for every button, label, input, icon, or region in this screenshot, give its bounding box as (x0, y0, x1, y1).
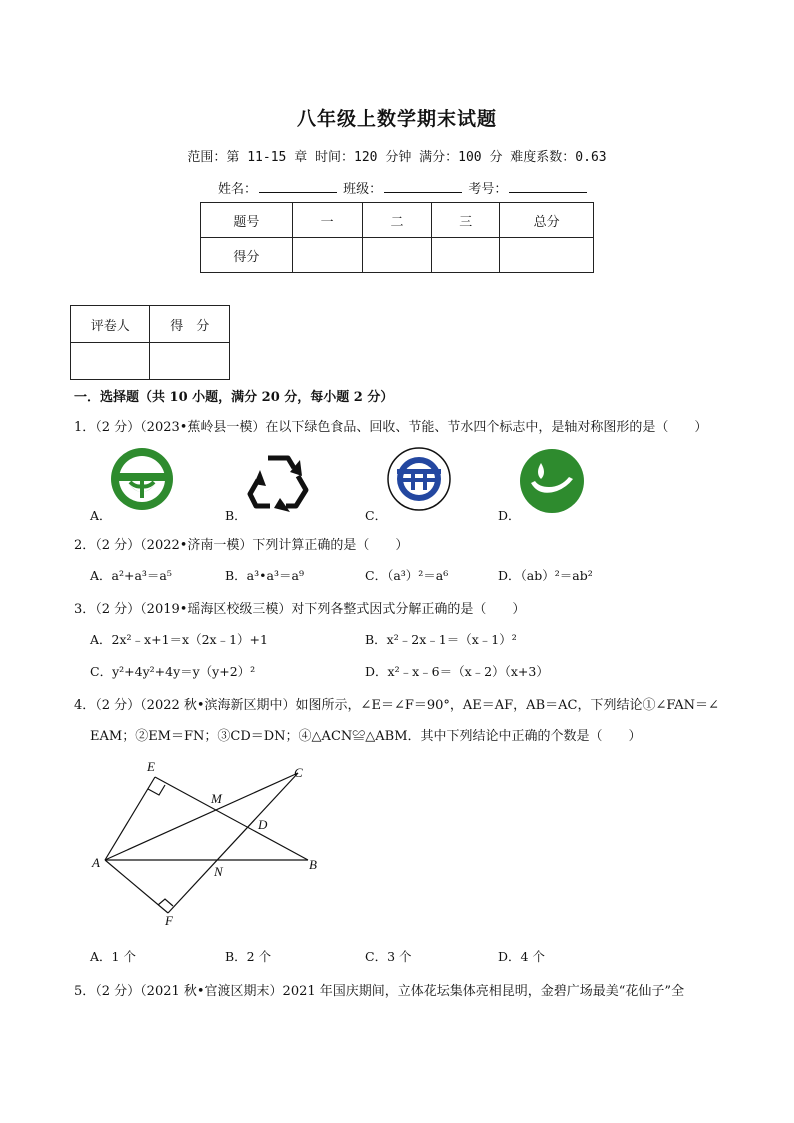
score-table (200, 202, 594, 273)
q4-option-c[interactable]: C．3 个 (365, 949, 412, 964)
label-d: D (258, 817, 268, 832)
grader-label: 评卷人 (71, 306, 150, 343)
q2-option-c[interactable]: C．（a³）²＝a⁶ (365, 568, 449, 583)
question-2-stem: 2．（2 分）（2022•济南一模）下列计算正确的是（ ） (74, 538, 409, 553)
q2-option-a[interactable]: A．a²+a³＝a⁵ (90, 568, 172, 583)
grader-table (70, 305, 230, 380)
page-title: 八年级上数学期末试题 (296, 108, 497, 130)
question-1-stem: 1．（2 分）（2023•蕉岭县一模）在以下绿色食品、回收、节能、节水四个标志中，是轴对称图形的是（ ） (74, 420, 708, 435)
class-field[interactable] (384, 179, 462, 193)
water-saving-logo-icon (519, 449, 585, 513)
recycle-logo-icon (246, 450, 310, 512)
label-b: B (309, 857, 317, 872)
score-header-cell: 题号 (201, 203, 293, 238)
q3-option-b[interactable]: B．x²﹣2x﹣1＝（x﹣1）² (365, 632, 517, 647)
q2-option-b[interactable]: B．a³•a³＝a⁹ (225, 568, 304, 583)
label-c: C (294, 765, 303, 780)
exam-subtitle: 范围：第 11-15 章 时间：120 分钟 满分：100 分 难度系数：0.63 (187, 150, 607, 165)
name-label: 姓名： (218, 182, 258, 197)
label-f: F (165, 913, 173, 928)
q3-option-d[interactable]: D．x²﹣x﹣6＝（x﹣2）（x+3） (365, 664, 549, 679)
student-info-line (218, 178, 589, 197)
score-row-label: 得分 (201, 238, 293, 273)
question-5-stem: 5．（2 分）（2021 秋•官渡区期末）2021 年国庆期间，立体花坛集体亮相昆明，金碧广场最美“花仙子”全 (74, 984, 685, 999)
q2-option-d[interactable]: D．（ab）²＝ab² (498, 568, 593, 583)
score-cell[interactable] (292, 238, 362, 273)
label-m: M (211, 791, 222, 806)
score-cell[interactable] (500, 238, 594, 273)
q1-option-d[interactable]: D． (498, 508, 521, 523)
label-a: A (92, 855, 100, 870)
exam-no-field[interactable] (509, 179, 587, 193)
question-4-stem-line1: 4．（2 分）（2022 秋•滨海新区期中）如图所示，∠E＝∠F＝90°，AE＝AF，AB＝AC，下列结论①∠FAN＝∠ (74, 698, 719, 713)
q3-option-a[interactable]: A．2x²﹣x+1＝x（2x﹣1）+1 (90, 632, 268, 647)
section-heading: 一．选择题（共 10 小题，满分 20 分，每小题 2 分） (74, 390, 394, 405)
q4-geometry-figure (88, 755, 328, 930)
name-field[interactable] (259, 179, 337, 193)
grader-score-cell[interactable] (150, 343, 230, 380)
score-cell[interactable] (362, 238, 432, 273)
question-4-stem-line2: EAM；②EM＝FN；③CD＝DN；④△ACN≌△ABM．其中下列结论中正确的个数是（ ） (90, 729, 642, 744)
exam-no-label: 考号： (468, 182, 508, 197)
energy-saving-logo-icon (386, 446, 452, 512)
q1-option-c[interactable]: C． (365, 508, 388, 523)
grader-score-label: 得 分 (150, 306, 230, 343)
segment-eb (155, 777, 308, 860)
score-header-cell: 一 (292, 203, 362, 238)
grader-cell[interactable] (71, 343, 150, 380)
right-angle-mark-f (158, 899, 173, 906)
score-header-cell: 三 (432, 203, 500, 238)
score-header-cell: 二 (362, 203, 432, 238)
q1-option-b[interactable]: B． (225, 508, 247, 523)
q3-option-c[interactable]: C．y²+4y²+4y＝y（y+2）² (90, 664, 256, 679)
label-n: N (214, 864, 223, 879)
right-angle-mark-e (148, 785, 165, 795)
green-food-logo-icon (109, 446, 175, 512)
segment-ac (105, 773, 298, 860)
score-header-cell: 总分 (500, 203, 594, 238)
score-cell[interactable] (432, 238, 500, 273)
segment-ae (105, 777, 155, 860)
label-e: E (147, 759, 155, 774)
q1-option-a[interactable]: A． (90, 508, 112, 523)
q4-option-a[interactable]: A．1 个 (90, 949, 136, 964)
q4-option-d[interactable]: D．4 个 (498, 949, 545, 964)
q4-option-b[interactable]: B．2 个 (225, 949, 272, 964)
question-3-stem: 3．（2 分）（2019•瑶海区校级三模）对下列各整式因式分解正确的是（ ） (74, 602, 526, 617)
class-label: 班级： (343, 182, 383, 197)
